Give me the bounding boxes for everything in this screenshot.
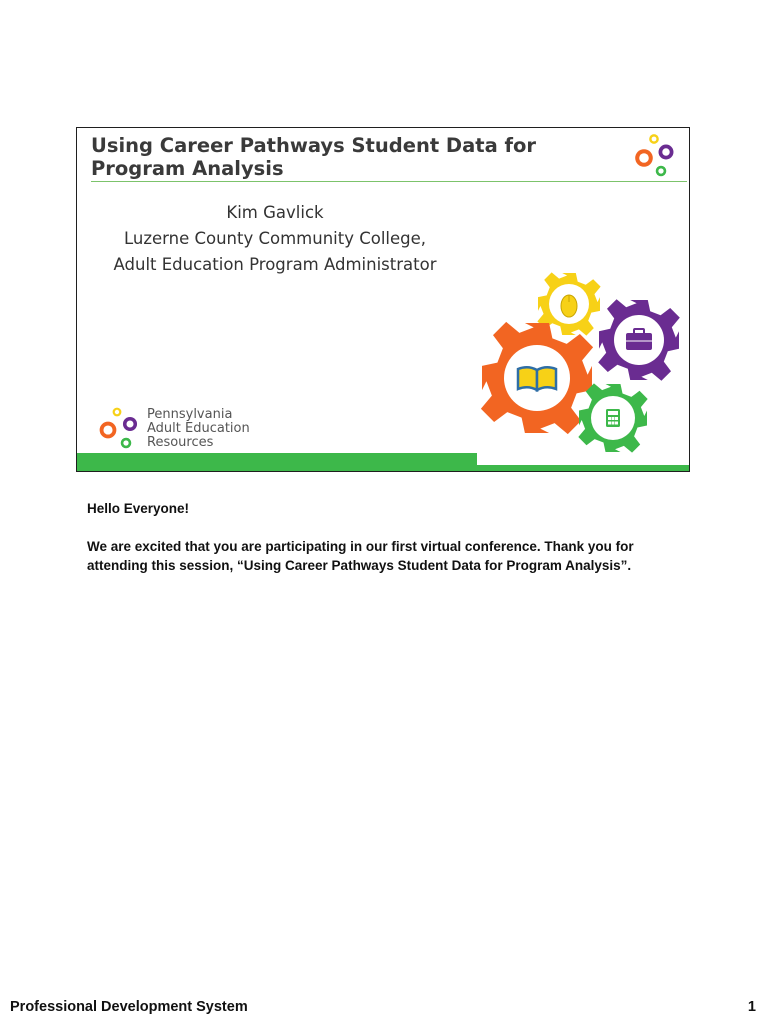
- bottom-green-bar-thin: [477, 465, 690, 471]
- title-divider: [91, 181, 687, 182]
- slide-title: Using Career Pathways Student Data for Program Analysis: [91, 134, 537, 180]
- logo-line: Pennsylvania: [147, 407, 233, 422]
- career-gears-illustration: [473, 268, 689, 468]
- presenter-role: Adult Education Program Administrator: [113, 255, 437, 274]
- pa-logo-text: [147, 408, 250, 450]
- small-gears-icon: [630, 130, 682, 180]
- page-number: 1: [747, 999, 756, 1015]
- footer-title: Professional Development System: [10, 999, 248, 1015]
- book-icon: [518, 367, 556, 390]
- slide-thumbnail: [76, 127, 690, 472]
- logo-line: Resources: [147, 435, 214, 450]
- presenter-organization: Luzerne County Community College,: [123, 229, 427, 248]
- notes-body: We are excited that you are participating in our first virtual conference. Thank you for attending this session, “Using Career Pathways Student Data for Program Analysis”.: [87, 539, 634, 573]
- calculator-icon: [606, 409, 620, 427]
- presenter-block: [77, 200, 473, 278]
- logo-line: Adult Education: [147, 421, 250, 436]
- mouse-icon: [561, 295, 577, 317]
- pa-logo-gears-icon: [97, 404, 145, 452]
- presenter-name: Kim Gavlick: [226, 203, 324, 222]
- speaker-notes: [87, 499, 697, 594]
- notes-greeting: Hello Everyone!: [87, 501, 190, 516]
- bottom-green-bar: [77, 453, 477, 471]
